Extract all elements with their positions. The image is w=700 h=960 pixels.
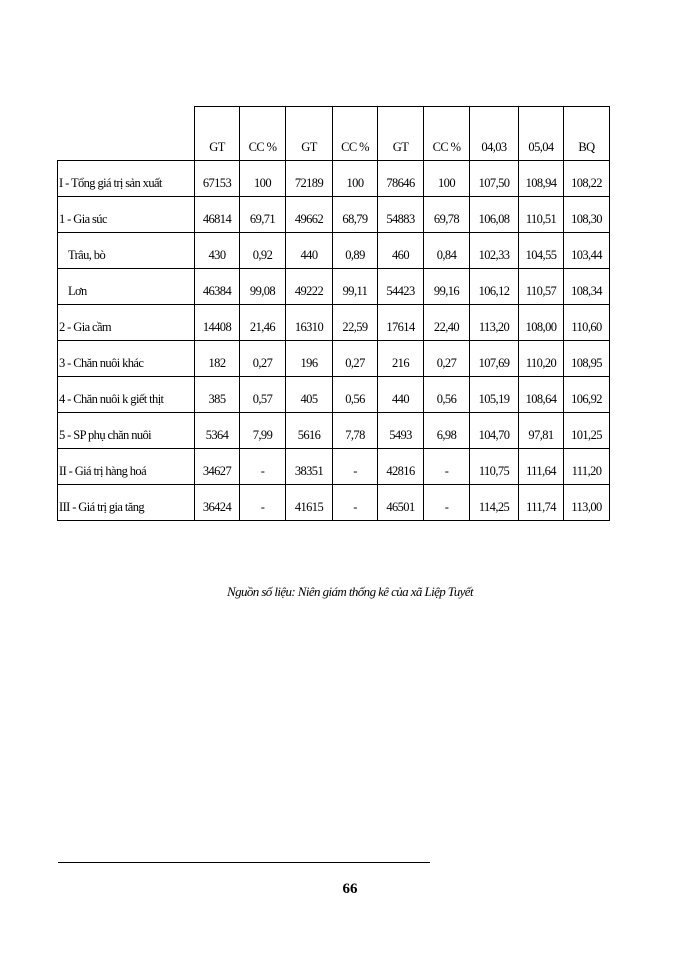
row-label: I - Tổng giá trị sản xuất [58,161,195,197]
table-cell: 97,81 [519,413,564,449]
table-cell: 107,50 [470,161,519,197]
table-cell: 104,70 [470,413,519,449]
livestock-value-table [57,106,610,521]
table-cell: 405 [286,377,333,413]
table-cell: 0,27 [333,341,378,377]
table-cell: 54423 [378,269,424,305]
table-cell: 0,57 [240,377,286,413]
table-cell: - [240,449,286,485]
table-row [58,449,610,485]
table-cell: 103,44 [564,233,610,269]
table-cell: 108,64 [519,377,564,413]
table-cell: 440 [286,233,333,269]
table-cell: 0,92 [240,233,286,269]
table-cell: 111,74 [519,485,564,521]
table-cell: 110,20 [519,341,564,377]
table-cell: 104,55 [519,233,564,269]
table-cell: 17614 [378,305,424,341]
row-label: 5 - SP phụ chăn nuôi [58,413,195,449]
table-cell: 0,27 [240,341,286,377]
table-cell: 46384 [195,269,240,305]
table-cell: 110,75 [470,449,519,485]
row-label: 3 - Chăn nuôi khác [58,341,195,377]
table-cell: 440 [378,377,424,413]
header-cell: 04,03 [470,107,519,161]
table-row [58,485,610,521]
table-cell: 102,33 [470,233,519,269]
table-cell: 67153 [195,161,240,197]
table-cell: 5364 [195,413,240,449]
table-cell: 5493 [378,413,424,449]
table-cell: 14408 [195,305,240,341]
table-cell: - [424,485,470,521]
table-cell: 69,78 [424,197,470,233]
header-cell: GT [195,107,240,161]
table-cell: 430 [195,233,240,269]
table-cell: 78646 [378,161,424,197]
table-cell: 460 [378,233,424,269]
table-cell: 100 [333,161,378,197]
row-label: III - Giá trị gia tăng [58,485,195,521]
table-cell: 196 [286,341,333,377]
table-cell: 7,99 [240,413,286,449]
table-cell: 108,95 [564,341,610,377]
row-label: Lơn [58,269,195,305]
header-cell: GT [286,107,333,161]
table-row [58,413,610,449]
table-cell: 0,27 [424,341,470,377]
source-note: Nguồn số liệu: Niên giám thống kê của xã Liệp Tuyết [227,584,473,599]
table-cell: 5616 [286,413,333,449]
table-row [58,161,610,197]
table-cell: 110,60 [564,305,610,341]
table-cell: 22,40 [424,305,470,341]
header-cell: GT [378,107,424,161]
table-cell: 105,19 [470,377,519,413]
table-cell: 385 [195,377,240,413]
table-row [58,377,610,413]
table-cell: 110,57 [519,269,564,305]
table-cell: 46814 [195,197,240,233]
table-cell: 106,92 [564,377,610,413]
table-cell: 38351 [286,449,333,485]
table-row [58,197,610,233]
table-cell: 100 [240,161,286,197]
table-cell: 21,46 [240,305,286,341]
table-cell: 0,84 [424,233,470,269]
table-row [58,341,610,377]
table-cell: 111,64 [519,449,564,485]
table-cell: 108,94 [519,161,564,197]
table-row [58,233,610,269]
table-cell: 16310 [286,305,333,341]
table-cell: 7,78 [333,413,378,449]
table-cell: 100 [424,161,470,197]
footnote-divider [58,862,430,863]
row-label: 1 - Gia súc [58,197,195,233]
table-cell: 72189 [286,161,333,197]
table-cell: 0,89 [333,233,378,269]
table-cell: 108,34 [564,269,610,305]
table-cell: 113,20 [470,305,519,341]
table-cell: 36424 [195,485,240,521]
header-cell: 05,04 [519,107,564,161]
table-cell: 113,00 [564,485,610,521]
table-cell: 108,22 [564,161,610,197]
table-body [58,161,610,521]
header-cell: BQ [564,107,610,161]
table-cell: 54883 [378,197,424,233]
table-cell: 182 [195,341,240,377]
table-cell: 106,12 [470,269,519,305]
table-cell: 99,08 [240,269,286,305]
table-header-row [58,107,610,161]
table-cell: 110,51 [519,197,564,233]
table-cell: 69,71 [240,197,286,233]
table-cell: 41615 [286,485,333,521]
page-number: 66 [342,881,358,897]
table-cell: - [333,485,378,521]
row-label: 4 - Chăn nuôi k giết thịt [58,377,195,413]
table-cell: 107,69 [470,341,519,377]
table-cell: 68,79 [333,197,378,233]
table-cell: 0,56 [424,377,470,413]
table-cell: 99,11 [333,269,378,305]
table-cell: 22,59 [333,305,378,341]
table-cell: 42816 [378,449,424,485]
table-cell: 108,30 [564,197,610,233]
table-cell: 49662 [286,197,333,233]
table-cell: 34627 [195,449,240,485]
table-cell: 216 [378,341,424,377]
header-cell: CC % [240,107,286,161]
table-row [58,305,610,341]
table-cell: 114,25 [470,485,519,521]
table-cell: 101,25 [564,413,610,449]
row-label: 2 - Gia cầm [58,305,195,341]
table-cell: 111,20 [564,449,610,485]
row-label: Trâu, bò [58,233,195,269]
header-cell: CC % [424,107,470,161]
row-label: II - Giá trị hàng hoá [58,449,195,485]
table-cell: - [240,485,286,521]
table-cell: 108,00 [519,305,564,341]
header-cell [58,107,195,161]
table-cell: 6,98 [424,413,470,449]
table-cell: 49222 [286,269,333,305]
table-cell: 46501 [378,485,424,521]
table-cell: - [333,449,378,485]
table-cell: 99,16 [424,269,470,305]
table-row [58,269,610,305]
table-cell: 0,56 [333,377,378,413]
table-cell: 106,08 [470,197,519,233]
header-cell: CC % [333,107,378,161]
table-cell: - [424,449,470,485]
